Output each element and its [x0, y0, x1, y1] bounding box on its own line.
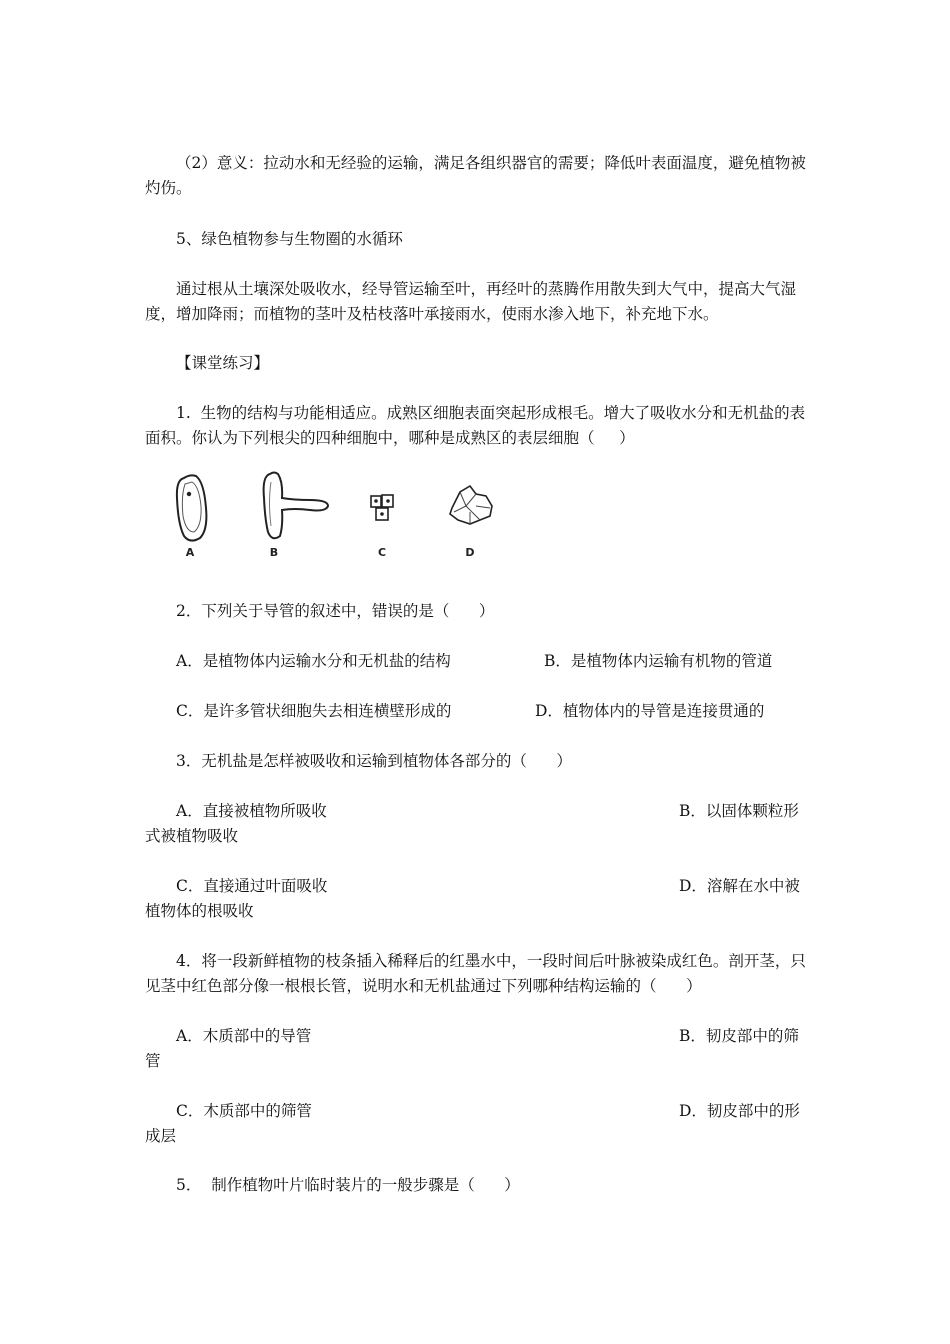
question-2-stem: 2．下列关于导管的叙述中，错误的是（ ）	[176, 602, 495, 620]
cell-d-drawing	[450, 486, 492, 524]
cell-c-drawing	[371, 495, 393, 520]
practice-heading: 【课堂练习】	[176, 354, 270, 372]
figure-label-d: D	[465, 546, 475, 559]
question-3-option-b-line1: B．以固体颗粒形	[679, 802, 799, 820]
section-heading-water-cycle: 5、绿色植物参与生物圈的水循环	[176, 230, 403, 248]
figure-label-a: A	[185, 546, 195, 559]
question-3-option-c: C．直接通过叶面吸收	[176, 877, 328, 895]
question-3-option-a: A．直接被植物所吸收	[176, 802, 327, 820]
question-4-option-d-line1: D．韧皮部中的形	[679, 1102, 800, 1120]
question-3-option-d-line1: D．溶解在水中被	[679, 877, 800, 895]
question-3-stem: 3．无机盐是怎样被吸收和运输到植物体各部分的（ ）	[176, 752, 572, 770]
question-2-option-d: D．植物体内的导管是连接贯通的	[535, 702, 765, 720]
question-4-option-a: A．木质部中的导管	[176, 1027, 312, 1045]
cell-a-drawing	[177, 475, 207, 540]
figure-label-b: B	[269, 546, 279, 559]
question-2-option-c: C．是许多管状细胞失去相连横壁形成的	[176, 702, 452, 720]
question-4-option-b-line1: B．韧皮部中的筛	[679, 1027, 799, 1045]
question-3-option-b-line2: 式被植物吸收	[145, 827, 239, 845]
meaning-paragraph: （2）意义：拉动水和无经验的运输，满足各组织器官的需要；降低叶表面温度，避免植物被灼伤。	[145, 154, 806, 197]
question-4-option-d-line2: 成层	[145, 1127, 177, 1145]
question-1-stem: 1. 生物的结构与功能相适应。成熟区细胞表面突起形成根毛。增大了吸收水分和无机盐的表面积。你认为下列根尖的四种细胞中，哪种是成熟区的表层细胞（ ）	[145, 404, 806, 447]
question-4-option-b-line2: 管	[145, 1052, 161, 1070]
question-2-option-a: A．是植物体内运输水分和无机盐的结构	[176, 652, 451, 670]
question-2-option-b: B．是植物体内运输有机物的管道	[544, 652, 773, 670]
question-4-stem: 4．将一段新鲜植物的枝条插入稀释后的红墨水中，一段时间后叶脉被染成红色。剖开茎，只见茎中红色部分像一根根长管，说明水和无机盐通过下列哪种结构运输的（ ）	[145, 952, 806, 995]
water-cycle-paragraph: 通过根从土壤深处吸收水，经导管运输至叶，再经叶的蒸腾作用散失到大气中，提高大气湿度，增加降雨；而植物的茎叶及枯枝落叶承接雨水，使雨水渗入地下，补充地下水。	[145, 280, 797, 323]
figure-label-c: C	[377, 546, 387, 559]
question-3-option-d-line2: 植物体的根吸收	[145, 902, 254, 920]
root-cells-figure	[170, 468, 530, 560]
question-5-stem: 5． 制作植物叶片临时装片的一般步骤是（ ）	[176, 1176, 520, 1194]
question-4-option-c: C．木质部中的筛管	[176, 1102, 312, 1120]
cell-b-drawing	[264, 473, 328, 539]
